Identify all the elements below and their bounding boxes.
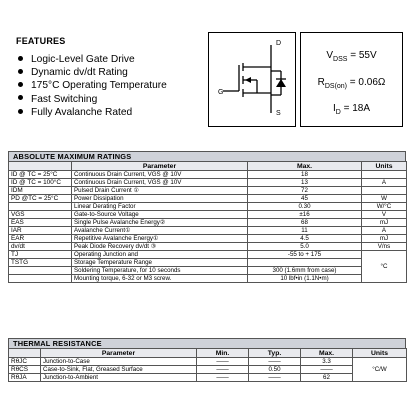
table-row: TSTG Storage Temperature Range (9, 259, 407, 267)
table-row: Mounting torque, 6-32 or M3 screw. 10 lbf•in (1.1N•m) (9, 275, 407, 283)
table-row: ID @ TC = 25°C Continuous Drain Current, VGS @ 10V 18 (9, 171, 407, 179)
feature-item: Dynamic dv/dt Rating (18, 66, 167, 79)
table-row: RθJC Junction-to-Case —— —— 3.3 °C/W (9, 358, 407, 366)
col-header-parameter: Parameter (41, 349, 197, 358)
col-header-parameter: Parameter (72, 162, 248, 171)
table-row: PD @TC = 25°C Power Dissipation 45 W (9, 195, 407, 203)
bullet-icon (18, 109, 23, 114)
col-header-symbol (9, 349, 41, 358)
feature-item: 175°C Operating Temperature (18, 79, 167, 92)
thermal-title: THERMAL RESISTANCE (8, 338, 406, 348)
bullet-icon (18, 82, 23, 87)
spec-id: $I_D = 18A$ (332, 103, 371, 116)
bullet-icon (18, 69, 23, 74)
table-row: EAS Single Pulse Avalanche Energy② 68 mJ (9, 219, 407, 227)
col-header-units: Units (353, 349, 407, 358)
features-list (18, 53, 167, 119)
col-header-units: Units (362, 162, 407, 171)
col-header-max: Max. (301, 349, 353, 358)
table-row: TJ Operating Junction and -55 to + 175 °C (9, 251, 407, 259)
col-header-typ: Typ. (249, 349, 301, 358)
table-row: dv/dt Peak Diode Recovery dv/dt ③ 5.0 V/ns (9, 243, 407, 251)
source-label: S (276, 110, 281, 117)
mosfet-symbol-icon (209, 33, 295, 126)
feature-item: Fully Avalanche Rated (18, 106, 167, 119)
table-row: RθCS Case-to-Sink, Flat, Greased Surface —— 0.50 —— (9, 366, 407, 374)
table-row: VGS Gate-to-Source Voltage ±16 V (9, 211, 407, 219)
table-row: Linear Derating Factor 0.30 W/°C (9, 203, 407, 211)
thermal-resistance-table (8, 338, 406, 382)
feature-item: Logic-Level Gate Drive (18, 53, 167, 66)
table-row: Soldering Temperature, for 10 seconds 300 (1.6mm from case) (9, 267, 407, 275)
spec-vdss: $V_{DSS} = 55V$ (326, 50, 377, 63)
col-header-min: Min. (197, 349, 249, 358)
drain-label: D (276, 40, 282, 47)
key-specs-box (300, 32, 403, 127)
col-header-symbol (9, 162, 72, 171)
feature-item: Fast Switching (18, 93, 167, 106)
table-row: EAR Repetitive Avalanche Energy① 4.5 mJ (9, 235, 407, 243)
absolute-max-ratings-table (8, 151, 406, 283)
table-row: ID @ TC = 100°C Continuous Drain Current, VGS @ 10V 13 A (9, 179, 407, 187)
bullet-icon (18, 95, 23, 100)
spec-rds-on: $R_{DS(on)} = 0.06\Omega$ (317, 77, 386, 90)
mosfet-symbol-box (208, 32, 296, 127)
features-title: FEATURES (16, 36, 66, 46)
abs-max-title: ABSOLUTE MAXIMUM RATINGS (8, 151, 406, 161)
table-row: IAR Avalanche Current① 11 A (9, 227, 407, 235)
col-header-max: Max. (248, 162, 362, 171)
bullet-icon (18, 56, 23, 61)
table-row: RθJA Junction-to-Ambient —— —— 62 (9, 374, 407, 382)
gate-label: G (218, 89, 224, 96)
table-row: IDM Pulsed Drain Current ① 72 (9, 187, 407, 195)
